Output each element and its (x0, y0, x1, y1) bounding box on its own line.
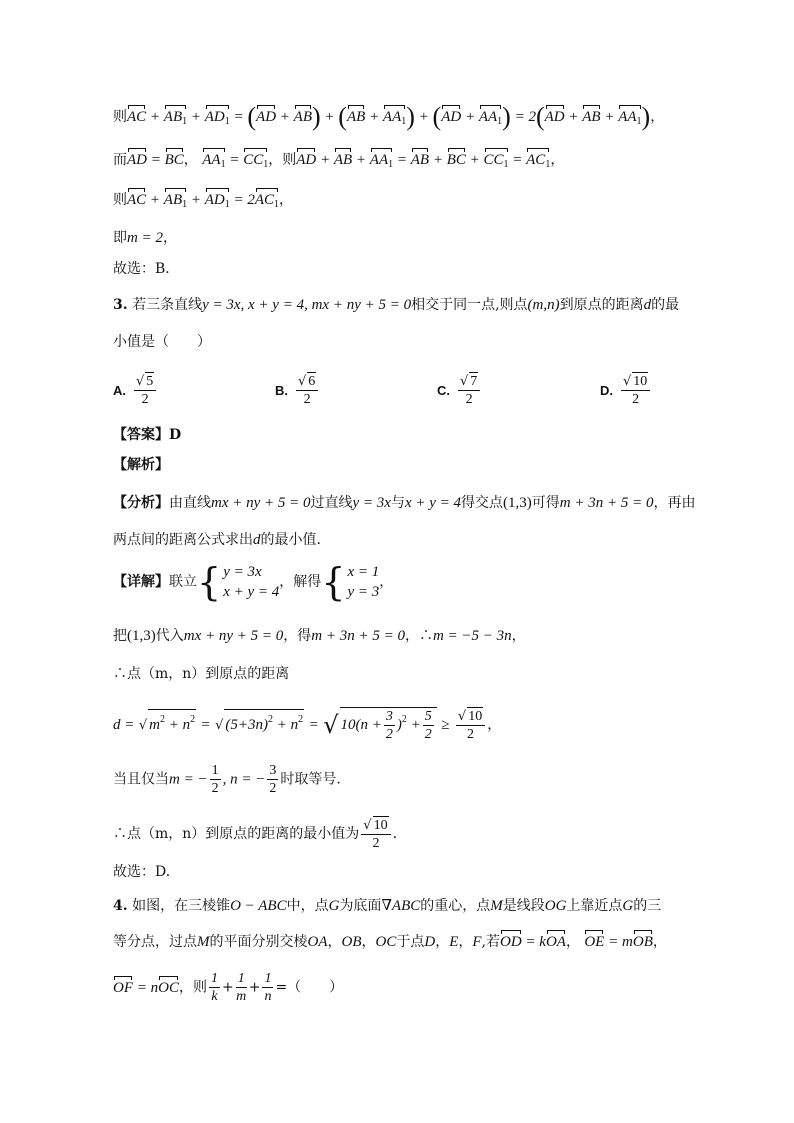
text: 则 (113, 109, 127, 125)
math: y = 3 (347, 584, 380, 600)
text: 到原点的距离 (559, 297, 644, 313)
math: m + 3n + 5 = 0 (311, 628, 405, 644)
math: E (449, 934, 459, 950)
denominator: 2 (141, 392, 149, 407)
text: 的平面分别交棱 (209, 934, 308, 950)
text: 而 (113, 152, 127, 168)
math: mx + ny + 5 = 0 (183, 628, 284, 644)
math: + (221, 979, 234, 996)
math: n (150, 979, 159, 996)
numerator: 1 (237, 971, 245, 986)
math: y = 3x, x + y = 4, mx + ny + 5 = 0 (202, 297, 412, 313)
numerator: 5 (424, 709, 432, 724)
analysis-line-1 (113, 493, 695, 513)
math: d = (113, 717, 135, 733)
math: ∇ABC (381, 898, 421, 914)
text: 若三条直线 (132, 297, 203, 313)
text: 可得 (531, 495, 560, 511)
radicand: 5 (146, 374, 154, 389)
math: m + 3n + 5 = 0 (559, 495, 654, 511)
denominator: 2 (467, 727, 475, 742)
text: 则 (113, 192, 127, 208)
math: = (275, 979, 288, 996)
radicand: 10 (468, 709, 483, 724)
text: 的最小值. (260, 532, 321, 548)
text: ， (511, 628, 526, 644)
equality-condition-line (113, 762, 341, 797)
text: 如图，在三棱锥 (132, 898, 231, 914)
denominator: 2 (424, 727, 432, 742)
question-4-line-2: 等分点，过点M的平面分别交棱OA，OB，OC于点D，E，F,若OD = kOA， OE = mOB， (113, 934, 667, 950)
denominator: 2 (303, 392, 311, 407)
text: ， (327, 934, 342, 950)
denominator: m (236, 989, 247, 1004)
math: = (200, 717, 211, 733)
text: 把 (113, 628, 127, 644)
text: （ ） (287, 979, 344, 996)
math: OB (341, 934, 362, 950)
denominator: 2 (269, 781, 277, 796)
math: (1,3) (127, 628, 156, 644)
numerator: 1 (264, 971, 272, 986)
denominator: n (264, 989, 272, 1004)
section-label: 【详解】 (113, 574, 169, 590)
math: G (328, 898, 340, 914)
math: m = − (169, 771, 208, 788)
vector-equal-line: 而AD = BC， $AA_1 = CC_1$，则AD + AB + $AA_1$ = AB + BC + $CC_1 = AC_1$， (113, 150, 564, 175)
text: ，解得 (279, 574, 322, 590)
section-label: 【分析】 (113, 495, 169, 511)
denominator: 2 (211, 781, 219, 796)
distance-formula-line: d = √ $m^2 + n^2$ = √ $(5+3n)^2 + n^2$ = √ 10(n + $\frac{3}{2}$ )$^2$ + $\frac{5}{2}$ ≥ $\frac{√ 10}{2}$ ， (113, 709, 502, 742)
exponent: 2 (190, 714, 196, 725)
option-d[interactable]: D. $\frac{√ 10}{2}$ (600, 372, 652, 408)
text: 时取等号. (280, 771, 341, 788)
text: 中，点 (286, 898, 329, 914)
detail-line-2 (113, 626, 526, 646)
question-3-line-1 (113, 295, 679, 315)
text: ，∴ (404, 628, 433, 644)
math: x = 1 (347, 564, 380, 580)
math: + n (276, 717, 299, 733)
math: m = −5 − 3n (432, 628, 512, 644)
numerator: 3 (269, 763, 277, 778)
exponent: 2 (298, 714, 304, 725)
text: 等分点，过点 (113, 934, 197, 950)
math: d (253, 532, 261, 548)
analysis-label: 【解析】 (113, 457, 169, 473)
option-c[interactable]: C. $\frac{√ 7}{2}$ (437, 372, 482, 408)
denominator: 2 (372, 836, 380, 851)
math: = (308, 717, 319, 733)
radicand: 10 (373, 818, 388, 833)
conclusion-line: 即m = 2， (113, 230, 177, 246)
choice-line-b: 故选：B. (113, 261, 170, 277)
text: ， (379, 574, 394, 590)
text: 得交点 (461, 495, 504, 511)
math: OC (375, 934, 397, 950)
text: ∴点（m，n）到原点的距离的最小值为 (113, 826, 360, 842)
vector-result-line: 则AC + $AB_1 + AD_1 = 2AC_1$， (113, 190, 293, 215)
text: 上靠近点 (566, 898, 623, 914)
math: F (472, 934, 482, 950)
text: ，则 (268, 152, 297, 168)
text: 过直线 (310, 495, 353, 511)
analysis-line-2 (113, 530, 321, 550)
option-a[interactable]: A. $\frac{√ 5}{2}$ (113, 372, 158, 408)
text: 的三 (633, 898, 662, 914)
math: + (248, 979, 261, 996)
choice-line-d: 故选：D. (113, 864, 171, 880)
text: 与 (390, 495, 405, 511)
math: OG (544, 898, 567, 914)
math: OA (307, 934, 328, 950)
text: 联立 (169, 574, 197, 590)
math: x + y = 4 (223, 584, 280, 600)
text: ,若 (481, 934, 500, 950)
radicand: 7 (470, 374, 478, 389)
question-4-line-3: OF = nOC，则 $\frac{1}{k}$ + $\frac{1}{m}$ + $\frac{1}{n}$ =（ ） (113, 971, 344, 1004)
question-number: 3. (113, 297, 128, 313)
text: 是线段 (502, 898, 545, 914)
denominator: 2 (385, 727, 393, 742)
math: + n (168, 717, 191, 733)
numerator: 3 (385, 709, 393, 724)
math: 10(n + (340, 716, 382, 733)
math: k (539, 934, 546, 950)
math: y = 3x (352, 495, 391, 511)
option-label: B. (275, 382, 288, 398)
text: ， (361, 934, 376, 950)
numerator: 1 (210, 971, 218, 986)
math: m (622, 934, 633, 950)
vector-sum-line-1: 则AC + $AB_1 + AD_1 = (AD + AB) + (AB + AA_1) + (AD + AA_1) = 2(AD$ + AB + $AA_1$)， (113, 102, 665, 131)
option-label: A. (113, 382, 126, 398)
math: d (643, 297, 652, 313)
math: ) (396, 716, 402, 733)
exponent: 2 (401, 713, 407, 725)
math: D (424, 934, 436, 950)
detail-line-3: ∴点（m，n）到原点的距离 (113, 666, 290, 682)
math: mx + ny + 5 = 0 (211, 495, 311, 511)
answer-label: 【答案】D (113, 427, 182, 443)
math: O − ABC (230, 898, 287, 914)
math: M (490, 898, 503, 914)
math: (m,n) (527, 297, 560, 313)
text: 代入 (155, 628, 184, 644)
question-4-line-1 (113, 896, 661, 916)
text: 即 (113, 230, 127, 246)
math: m (149, 717, 160, 733)
denominator: 2 (465, 392, 473, 407)
math: G (622, 898, 634, 914)
option-b[interactable]: B. $\frac{√ 6}{2}$ (275, 372, 320, 408)
question-3-line-2: 小值是（ ） (113, 334, 211, 350)
math: ≥ (441, 717, 450, 733)
math: y = 3x (223, 564, 262, 580)
exponent: 2 (159, 714, 165, 725)
denominator: 2 (632, 392, 640, 407)
math: (1,3) (503, 495, 532, 511)
text: ， (487, 717, 502, 733)
denominator: k (211, 989, 218, 1004)
radicand: 6 (308, 374, 316, 389)
math: x + y = 4 (404, 495, 462, 511)
text: 由直线 (169, 495, 211, 511)
text: ，则 (178, 979, 207, 996)
math: + (410, 716, 421, 733)
option-label: D. (600, 382, 613, 398)
text: 于点 (396, 934, 425, 950)
text: ，得 (283, 628, 312, 644)
exponent: 2 (268, 714, 274, 725)
math: , n = − (222, 771, 266, 788)
text: 相交于同一点,则点 (411, 297, 528, 313)
math: (5+3n) (225, 717, 269, 733)
math: m = 2 (127, 230, 163, 246)
text: 的最 (651, 297, 680, 313)
math: M (197, 934, 210, 950)
text: 两点间的距离公式求出 (113, 532, 253, 548)
text: 的重心，点 (420, 898, 491, 914)
text: 为底面 (339, 898, 382, 914)
text: ， (183, 152, 198, 168)
text: . (392, 826, 398, 842)
minimum-line: ∴点（m，n）到原点的距离的最小值为 $\frac{√ 10}{2}$ . (113, 818, 398, 851)
detail-line-1: 【详解】联立{ y = 3x x + y = 4 ，解得{ x = 1 y = 3 ， (113, 560, 394, 604)
radicand: 10 (633, 374, 648, 389)
text: 当且仅当 (113, 771, 169, 788)
text: ，再由 (653, 495, 696, 511)
numerator: 1 (211, 763, 219, 778)
question-number: 4. (113, 898, 128, 914)
option-label: C. (437, 382, 450, 398)
